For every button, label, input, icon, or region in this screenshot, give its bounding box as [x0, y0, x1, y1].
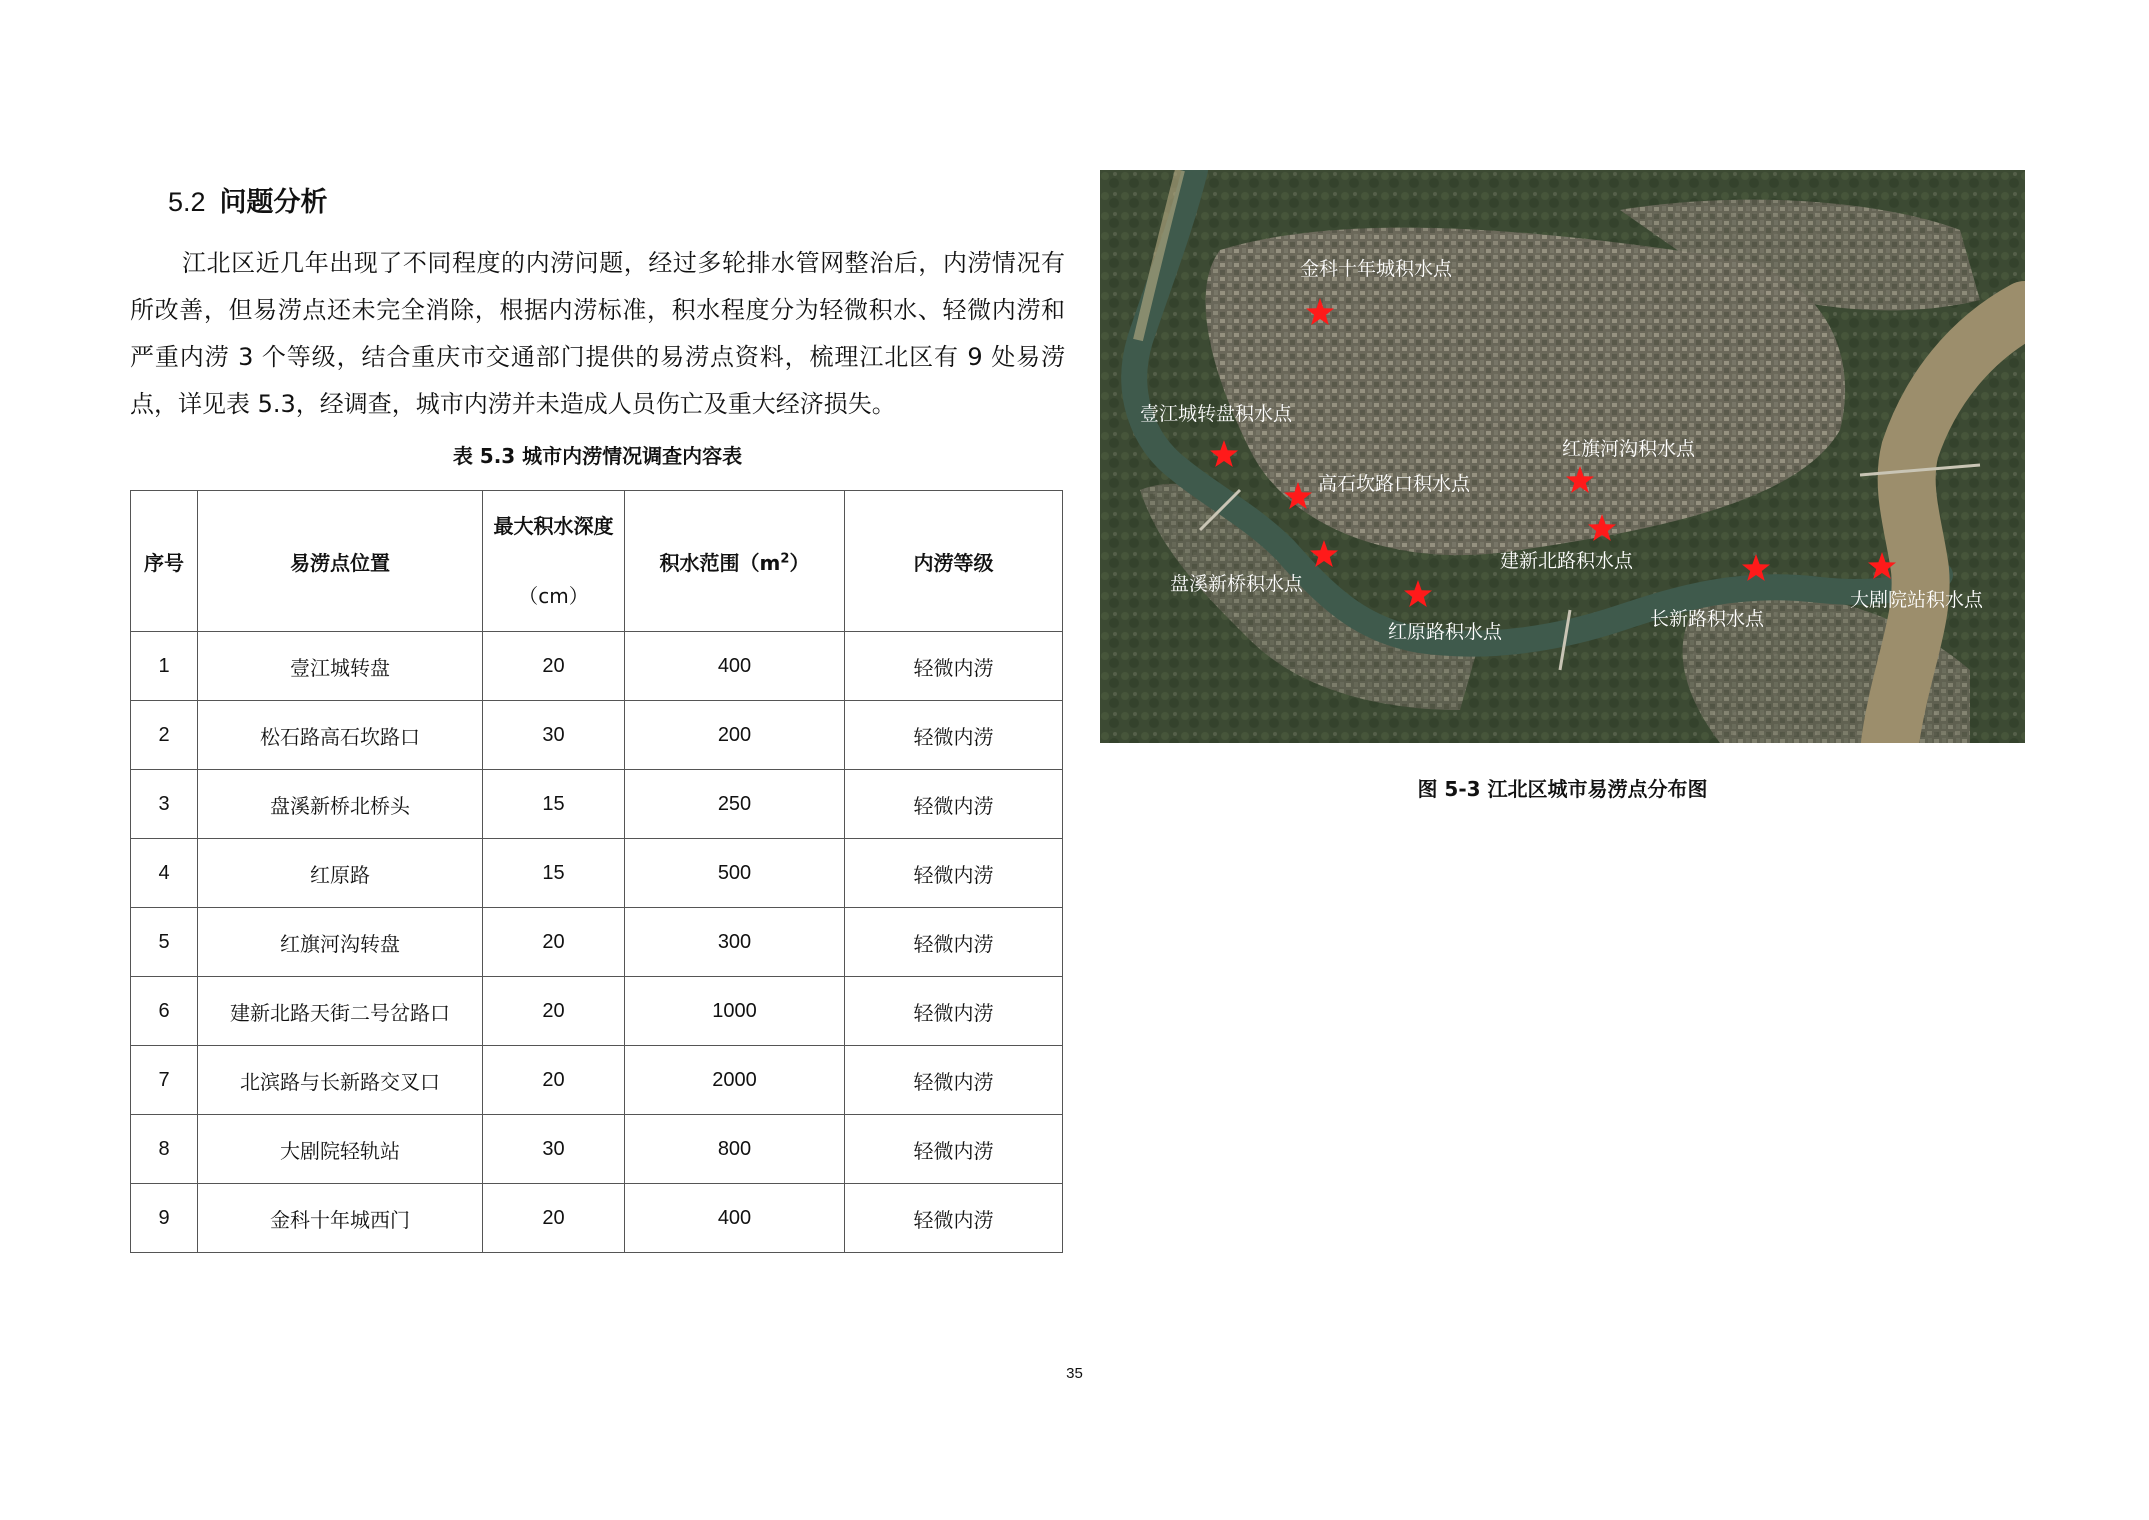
cell-seq: 3 — [131, 770, 198, 839]
section-heading — [168, 180, 328, 219]
map-label-jianxin: 建新北路积水点 — [1500, 550, 1634, 572]
map-label-hongqi: 红旗河沟积水点 — [1562, 438, 1696, 460]
cell-depth: 20 — [483, 977, 625, 1046]
table-header-row — [131, 491, 1063, 632]
map-label-yijiang: 壹江城转盘积水点 — [1140, 403, 1293, 425]
waterlogging-table — [130, 490, 1063, 1253]
cell-level: 轻微内涝 — [845, 839, 1063, 908]
table-row — [131, 1184, 1063, 1253]
table-row — [131, 1115, 1063, 1184]
cell-area: 250 — [625, 770, 845, 839]
section-title: 问题分析 — [219, 187, 328, 218]
page-number: 35 — [1066, 1365, 1083, 1382]
satellite-image — [1100, 170, 2025, 743]
header-level: 内涝等级 — [845, 491, 1063, 632]
table-row — [131, 701, 1063, 770]
cell-location: 红原路 — [198, 839, 483, 908]
header-area-sup: 2 — [780, 550, 790, 566]
header-area-prefix: 积水范围（m — [659, 550, 781, 575]
header-depth-line2: （cm） — [518, 584, 589, 608]
table-row — [131, 839, 1063, 908]
map-label-jinke: 金科十年城积水点 — [1300, 258, 1453, 280]
table-row — [131, 1046, 1063, 1115]
cell-area: 300 — [625, 908, 845, 977]
cell-area: 800 — [625, 1115, 845, 1184]
cell-location: 大剧院轻轨站 — [198, 1115, 483, 1184]
cell-area: 200 — [625, 701, 845, 770]
cell-location: 壹江城转盘 — [198, 632, 483, 701]
cell-location: 金科十年城西门 — [198, 1184, 483, 1253]
header-seq: 序号 — [131, 491, 198, 632]
map-label-dajuyuan: 大剧院站积水点 — [1850, 589, 1984, 611]
cell-seq: 1 — [131, 632, 198, 701]
cell-depth: 20 — [483, 1184, 625, 1253]
map-label-gaoshikan: 高石坎路口积水点 — [1318, 473, 1471, 495]
cell-seq: 8 — [131, 1115, 198, 1184]
header-location: 易涝点位置 — [198, 491, 483, 632]
figure-caption: 图 5-3 江北区城市易涝点分布图 — [1417, 777, 1708, 801]
waterlogging-map — [1100, 170, 2025, 743]
cell-depth: 20 — [483, 908, 625, 977]
cell-area: 1000 — [625, 977, 845, 1046]
map-label-hongyuan: 红原路积水点 — [1388, 621, 1503, 643]
cell-level: 轻微内涝 — [845, 1115, 1063, 1184]
cell-seq: 2 — [131, 701, 198, 770]
cell-area: 500 — [625, 839, 845, 908]
map-label-changxin: 长新路积水点 — [1650, 608, 1765, 630]
cell-area: 400 — [625, 1184, 845, 1253]
header-area-suffix: ） — [789, 550, 810, 575]
header-area — [625, 491, 845, 632]
cell-depth: 30 — [483, 1115, 625, 1184]
table-row — [131, 632, 1063, 701]
header-depth-line1: 最大积水深度 — [493, 514, 614, 538]
cell-seq: 4 — [131, 839, 198, 908]
cell-level: 轻微内涝 — [845, 770, 1063, 839]
cell-level: 轻微内涝 — [845, 977, 1063, 1046]
cell-depth: 15 — [483, 839, 625, 908]
map-label-panxi: 盘溪新桥积水点 — [1170, 573, 1304, 595]
table-row — [131, 770, 1063, 839]
cell-location: 盘溪新桥北桥头 — [198, 770, 483, 839]
cell-level: 轻微内涝 — [845, 701, 1063, 770]
body-paragraph: 江北区近几年出现了不同程度的内涝问题，经过多轮排水管网整治后，内涝情况有所改善，但易涝点还未完全消除，根据内涝标准，积水程度分为轻微积水、轻微内涝和严重内涝 3 个等级，结合重庆市交通部门提供的易涝点资料，梳理江北区有 9 处易涝点，详见表 5.3，经调查，城市内涝并未造成人员伤亡及重大经济损失。 — [130, 249, 1065, 418]
table-row — [131, 977, 1063, 1046]
cell-level: 轻微内涝 — [845, 632, 1063, 701]
cell-location: 北滨路与长新路交叉口 — [198, 1046, 483, 1115]
cell-location: 建新北路天街二号岔路口 — [198, 977, 483, 1046]
cell-depth: 20 — [483, 632, 625, 701]
cell-level: 轻微内涝 — [845, 1184, 1063, 1253]
table-caption: 表 5.3 城市内涝情况调查内容表 — [452, 444, 743, 468]
cell-level: 轻微内涝 — [845, 1046, 1063, 1115]
cell-location: 红旗河沟转盘 — [198, 908, 483, 977]
cell-depth: 20 — [483, 1046, 625, 1115]
cell-seq: 5 — [131, 908, 198, 977]
cell-seq: 9 — [131, 1184, 198, 1253]
header-depth — [483, 491, 625, 632]
cell-seq: 6 — [131, 977, 198, 1046]
cell-area: 400 — [625, 632, 845, 701]
cell-location: 松石路高石坎路口 — [198, 701, 483, 770]
cell-area: 2000 — [625, 1046, 845, 1115]
cell-level: 轻微内涝 — [845, 908, 1063, 977]
cell-seq: 7 — [131, 1046, 198, 1115]
section-number: 5.2 — [168, 187, 206, 217]
cell-depth: 30 — [483, 701, 625, 770]
table-row — [131, 908, 1063, 977]
cell-depth: 15 — [483, 770, 625, 839]
